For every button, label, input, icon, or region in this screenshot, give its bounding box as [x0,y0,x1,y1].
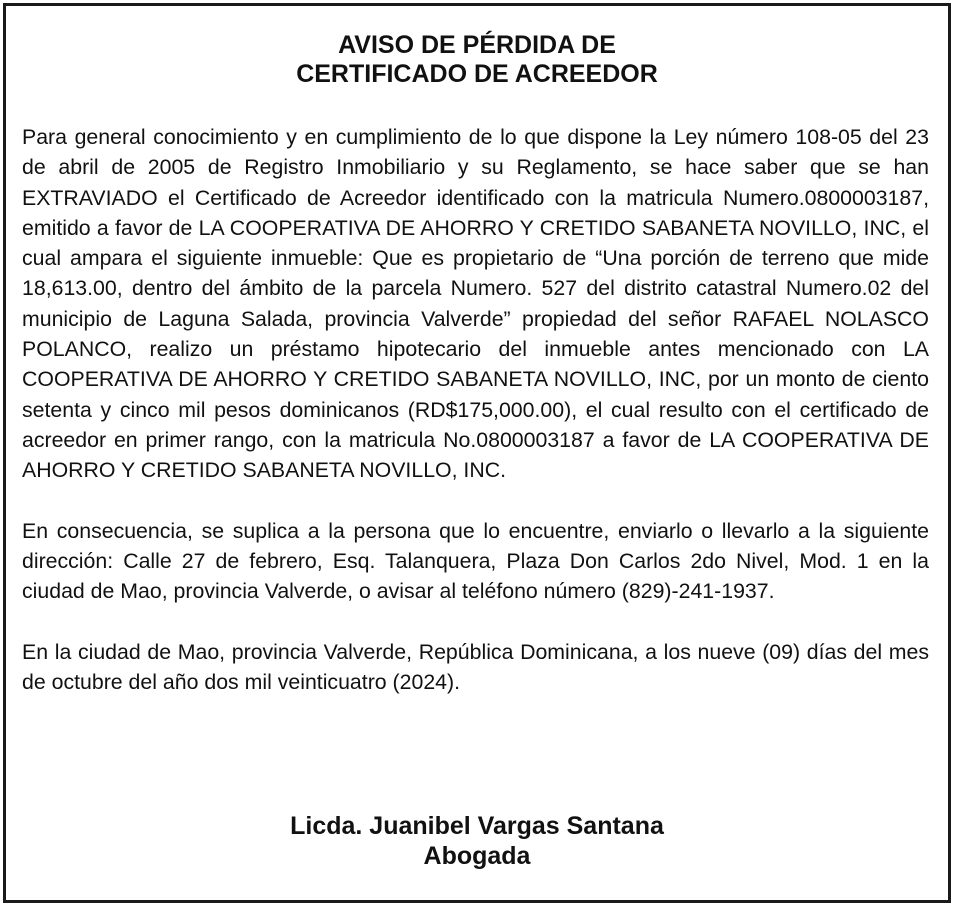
notice-body [22,122,929,728]
notice-title [6,31,948,89]
body-paragraph-date-place: En la ciudad de Mao, provincia Valverde, República Dominicana, a los nueve (09) días del mes de octubre del año dos mil veinticuatro (2024). [22,640,929,695]
signatory-name: Licda. Juanibel Vargas Santana [290,812,664,840]
notice-title-line-1: AVISO DE PÉRDIDA DE [338,31,616,59]
legal-notice [3,3,951,903]
body-paragraph-return-instructions: En consecuencia, se suplica a la persona que lo encuentre, enviarlo o llevarlo a la siguiente dirección: Calle 27 de febrero, Esq. Talanquera, Plaza Don Carlos 2do Nivel, Mod. 1 en la ciudad de Mao, provincia Valverde, o avisar al teléfono número (829)-241-1937. [22,518,929,604]
signatory-role: Abogada [423,842,531,870]
body-paragraph-announcement: Para general conocimiento y en cumplimiento de lo que dispone la Ley número 108-05 del 23 de abril de 2005 de Registro Inmobiliario y su Reglamento, se hace saber que se han EXTRAVIADO el Certificado de Acreedor identificado con la matricula Numero.0800003187, emitido a favor de LA COOPERATIVA DE AHORRO Y CRETIDO SABANETA NOVILLO, INC, el cual ampara el siguiente inmueble: Que es propietario de “Una porción de terreno que mide 18,613.00, dentro del ámbito de la parcela Numero. 527 del distrito catastral Numero.02 del municipio de Laguna Salada, provincia Valverde” propiedad del señor RAFAEL NOLASCO POLANCO, realizo un préstamo hipotecario del inmueble antes mencionado con LA COOPERATIVA DE AHORRO Y CRETIDO SABANETA NOVILLO, INC, por un monto de ciento setenta y cinco mil pesos dominicanos (RD$175,000.00), el cual resulto con el certificado de acreedor en primer rango, con la matricula No.0800003187 a favor de LA COOPERATIVA DE AHORRO Y CRETIDO SABANETA NOVILLO, INC. [22,125,929,483]
signature-block [6,811,948,871]
notice-title-line-2: CERTIFICADO DE ACREEDOR [296,60,658,88]
